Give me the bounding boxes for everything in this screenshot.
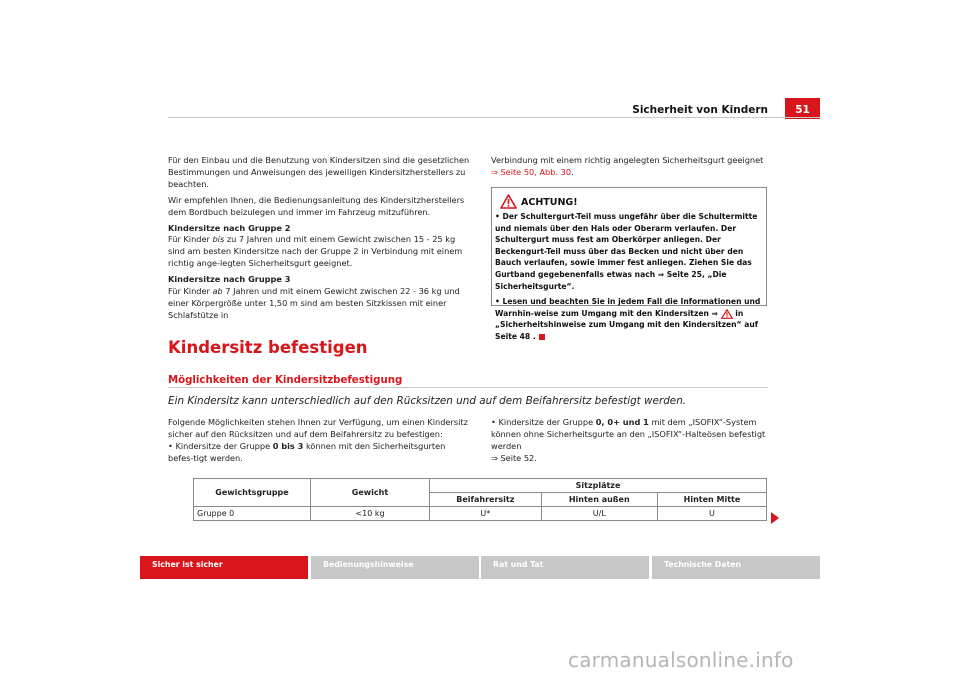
section-subtitle: Möglichkeiten der Kindersitzbefestigung: [168, 375, 403, 386]
cell-weight: <10 kg: [311, 507, 430, 521]
bullet-icon: •: [168, 440, 173, 451]
footer-nav: [140, 556, 820, 579]
cell-group: Gruppe 0: [194, 507, 311, 521]
group3-text: Für Kinder ab 7 Jahren und mit einem Gewicht zwischen 22 - 36 kg und einer Körpergröße unter 1,50 m sind am besten Sitzkissen mit einer Schlafstütze in: [168, 286, 460, 320]
header-seats: Sitzplätze: [430, 479, 767, 493]
continue-arrow-icon[interactable]: [771, 512, 779, 524]
header-weight-group: Gewichtsgruppe: [194, 479, 311, 507]
options-intro: Folgende Möglichkeiten stehen Ihnen zur Verfügung, um einen Kindersitz sicher auf den Rücksitzen und auf dem Beifahrersitz zu befestigen:: [168, 417, 468, 439]
bullet-item: • Kindersitze der Gruppe 0 bis 3 können mit den Sicherheitsgurten befes-tigt werden.: [168, 440, 446, 463]
warning-triangle-icon: [500, 194, 517, 209]
header-weight: Gewicht: [311, 479, 430, 507]
header-rear-outer: Hinten außen: [541, 493, 657, 507]
footer-tab-bedienung[interactable]: Bedienungshinweise: [311, 556, 479, 579]
bullet-icon: •: [495, 297, 500, 307]
lower-left-column: [168, 417, 470, 465]
warning-triangle-icon: [721, 309, 733, 319]
cell-rear-middle: U: [657, 507, 766, 521]
left-column: [168, 155, 470, 326]
warning-item: • Der Schultergurt-Teil muss ungefähr über die Schultermitte und niemals über den Hals oder Oberarm verlaufen. Der Schultergurt muss fest am Oberkörper anliegen. Der Beckengurt-Teil muss über das Becken und nicht über den Bauch verlaufen, sowie immer fest anliegen. Ziehen Sie das Gurtband gegebenenfalls etwas nach ⇒ Seite 25, „Die Sicherheitsgurte“.: [495, 212, 758, 291]
page-reference: ⇒ Seite 52.: [491, 452, 537, 463]
warning-title: ACHTUNG!: [521, 197, 578, 208]
table-row: [194, 507, 767, 521]
group2-text: Für Kinder bis zu 7 Jahren und mit einem Gewicht zwischen 15 - 25 kg sind am besten Kindersitze nach der Gruppe 2 in Verbindung mit einem richtig ange-legten Sicherheitsgurt geeignet.: [168, 234, 463, 269]
lead-text: Ein Kindersitz kann unterschiedlich auf den Rücksitzen und auf dem Beifahrersitz befestigt werden.: [168, 395, 687, 407]
right-column: Verbindung mit einem richtig angelegten Sicherheitsgurt geeignet ⇒ Seite 50, Abb. 30.: [491, 155, 769, 179]
continuation-text: Verbindung mit einem richtig angelegten Sicherheitsgurt geeignet: [491, 155, 764, 165]
page-header-title: Sicherheit von Kindern: [632, 104, 768, 116]
paragraph-recommendation: Wir empfehlen Ihnen, die Bedienungsanleitung des Kindersitzherstellers dem Bordbuch beizulegen und immer im Fahrzeug mitzuführen.: [168, 194, 465, 217]
page-reference-link[interactable]: ⇒ Seite 50, Abb. 30: [491, 166, 572, 177]
bullet-icon: •: [495, 212, 500, 221]
group2-heading: Kindersitze nach Gruppe 2: [168, 222, 291, 233]
cell-front: U*: [430, 507, 542, 521]
footer-tab-sicher[interactable]: Sicher ist sicher: [140, 556, 308, 579]
footer-tab-technik[interactable]: Technische Daten: [652, 556, 820, 579]
cell-rear-outer: U/L: [541, 507, 657, 521]
group3-heading: Kindersitze nach Gruppe 3: [168, 274, 291, 285]
bullet-item: • Kindersitze der Gruppe 0, 0+ und 1 mit dem „ISOFIX“-System können ohne Sicherheitsgurte an den „ISOFIX“-Halteösen befestigt werden: [491, 417, 766, 451]
section-title: Kindersitz befestigen: [168, 338, 368, 357]
header-rear-middle: Hinten Mitte: [657, 493, 766, 507]
end-marker-icon: [539, 334, 545, 340]
lower-right-column: [491, 417, 769, 465]
page-number-badge: 51: [785, 98, 820, 119]
warning-item: • Lesen und beachten Sie in jedem Fall die Informationen und Warnhin-weise zum Umgang mit den Kindersitzen ⇒ in „Sicherheitshinweise zum Umgang mit den Kindersitzen“ auf Seite 48 .: [495, 297, 761, 341]
footer-tab-rat[interactable]: Rat und Tat: [481, 556, 649, 579]
header-rule: [168, 117, 820, 118]
bullet-icon: •: [491, 417, 496, 427]
seating-table: [193, 478, 767, 521]
watermark: carmanualsonline.info: [568, 648, 794, 672]
warning-body: [495, 211, 763, 347]
header-front-passenger: Beifahrersitz: [430, 493, 542, 507]
paragraph-intro: Für den Einbau und die Benutzung von Kindersitzen sind die gesetzlichen Bestimmungen und Anweisungen des jeweiligen Kindersitzherstellers zu beachten.: [168, 155, 470, 189]
warning-box: [491, 187, 767, 341]
subtitle-rule: [168, 387, 768, 388]
